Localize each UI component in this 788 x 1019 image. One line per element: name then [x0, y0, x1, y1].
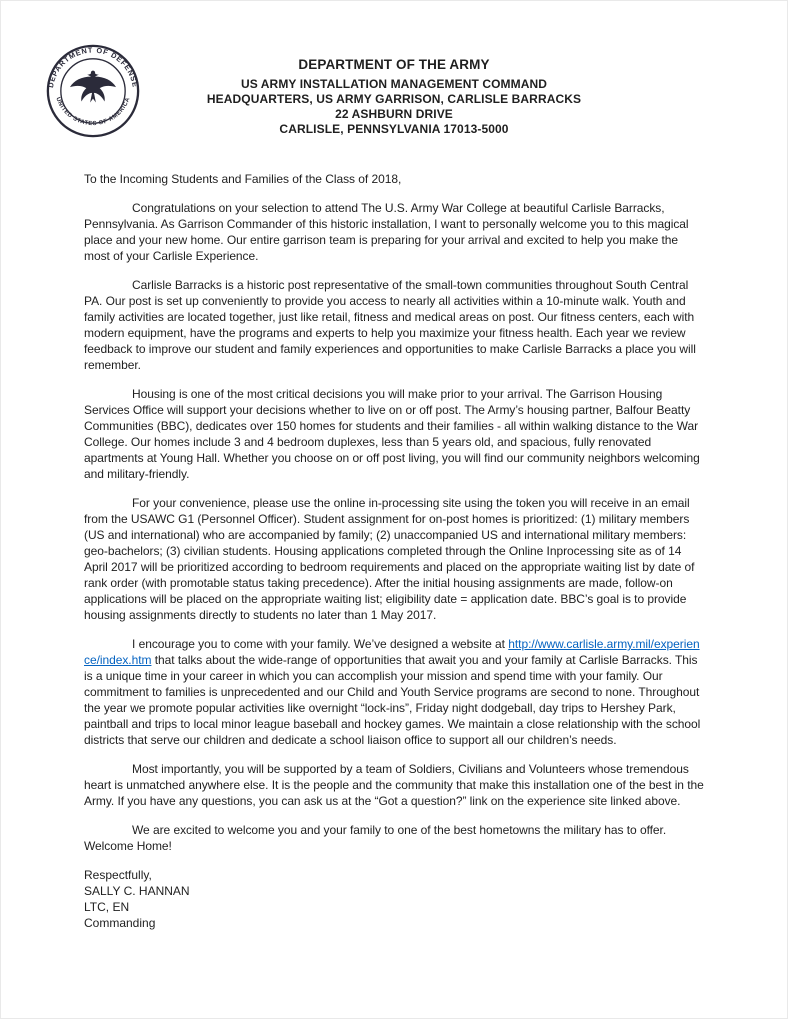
signature-block: [1, 867, 787, 931]
letter-body: [1, 171, 787, 854]
paragraph-inprocessing: For your convenience, please use the online in-processing site using the token you will receive in an email from the USAWC G1 (Personnel Officer). Student assignment for on-post homes is prioritized: (1) military members (US and international) who are accompanied by family; (2) unaccompanied US and international military members: geo-bachelors; (3) civilian students. Housing applications completed through the Online Inprocessing site as of 14 April 2017 will be prioritized according to bedroom requirements and placed on the appropriate waiting list by date of rank order (with promotable status taking precedence). After the initial housing assignments are made, follow-on applications will be placed on the appropriate waiting list; eligibility date = application date. BBC’s goal is to provide housing assignments directly to students no later than 1 May 2017.: [84, 496, 695, 622]
closing-rank: LTC, EN: [84, 900, 130, 914]
letterhead-address: 22 ASHBURN DRIVE: [335, 107, 453, 121]
letterhead-garrison: HEADQUARTERS, US ARMY GARRISON, CARLISLE BARRACKS: [206, 92, 582, 106]
website-paragraph-after: that talks about the wide-range of opportunities that await you and your family at Carlisle Barracks. This is a unique time in your career in which you can accomplish your mission and spend time with your family. Our commitment to families is unprecedented and our Child and Youth Service programs are second to none. Throughout the year we promote popular activities like overnight “lock-ins”, Friday night dodgeball, day trips to Hershey Park, paintball and trips to local minor league baseball and hockey games. We maintain a close relationship with the school districts that serve our children and dedicate a school liaison office to support all our children’s needs.: [84, 653, 701, 747]
website-paragraph-before: I encourage you to come with your family. We’ve designed a website at: [132, 637, 509, 651]
paragraph-community: Most importantly, you will be supported by a team of Soldiers, Civilians and Volunteers whose tremendous heart is unmatched anywhere else. It is the people and the community that make this installation one of the best in the Army. If you have any questions, you can ask us at the “Got a question?” link on the experience site linked above.: [84, 762, 704, 808]
paragraph-post-overview: Carlisle Barracks is a historic post representative of the small-town communities throughout South Central PA. Our post is set up conveniently to provide you access to nearly all activities within a 10-minute walk. Youth and family activities are located together, just like retail, fitness and medical areas on post. Our fitness centers, each with modern equipment, have the programs and experts to help you maximize your fitness health. Each year we review feedback to improve our student and family experiences and opportunities to make Carlisle Barracks a place you will remember.: [84, 278, 696, 372]
experience-site-link[interactable]: http://www.carlisle.army.mil/experience/index.htm: [84, 637, 700, 667]
closing-respectfully: Respectfully,: [84, 868, 152, 882]
closing-name: SALLY C. HANNAN: [84, 884, 190, 898]
letterhead-city-state-zip: CARLISLE, PENNSYLVANIA 17013-5000: [279, 122, 509, 136]
closing-title: Commanding: [84, 916, 156, 930]
paragraph-welcome: Congratulations on your selection to attend The U.S. Army War College at beautiful Carlisle Barracks, Pennsylvania. As Garrison Commander of this historic installation, I want to personally welcome you to this magical place and your new home. Our entire garrison team is preparing for your arrival and excited to help you make the most of your Carlisle Experience.: [84, 201, 689, 263]
salutation: To the Incoming Students and Families of the Class of 2018,: [84, 172, 402, 186]
seal-bottom-text: UNITED STATES OF AMERICA: [54, 96, 132, 128]
letterhead-command: US ARMY INSTALLATION MANAGEMENT COMMAND: [240, 77, 548, 91]
eagle-head: [91, 71, 95, 75]
paragraph-welcome-home: We are excited to welcome you and your family to one of the best hometowns the military has to offer. Welcome Home!: [84, 823, 667, 853]
letterhead-title: DEPARTMENT OF THE ARMY: [298, 57, 490, 72]
seal-top-text: DEPARTMENT OF DEFENSE: [45, 45, 141, 89]
dod-eagle-seal-icon: [45, 43, 141, 139]
paragraph-family-website: [84, 636, 704, 748]
paragraph-housing: Housing is one of the most critical decisions you will make prior to your arrival. The Garrison Housing Services Office will support your decisions whether to live on or off post. The Army’s housing partner, Balfour Beatty Communities (BBC), dedicates over 150 homes for students and their families - all within walking distance to the War College. Our homes include 3 and 4 bedroom duplexes, less than 5 years old, and spacious, fully renovated apartments at Young Hall. Whether you choose on or off post living, you will find our community neighbors welcoming and military-friendly.: [84, 387, 700, 481]
